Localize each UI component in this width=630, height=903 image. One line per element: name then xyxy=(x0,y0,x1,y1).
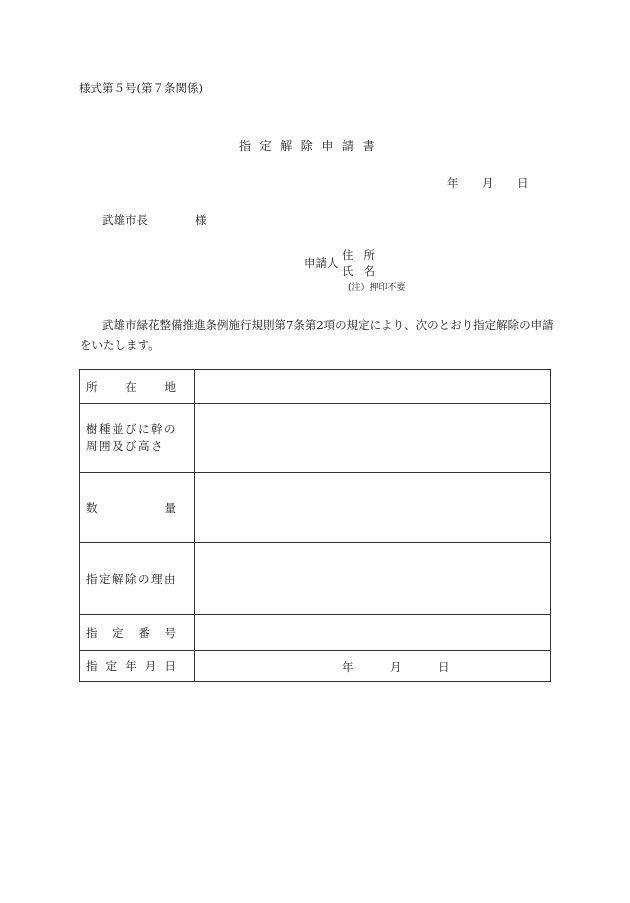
label-char: 指 xyxy=(86,625,98,640)
label-location xyxy=(80,370,195,404)
table-row-designation-number xyxy=(80,615,551,651)
date-year-label: 年 xyxy=(447,176,459,190)
designation-number-field[interactable] xyxy=(195,615,551,651)
addressee-name: 武雄市長 xyxy=(102,213,148,227)
label-char: 番 xyxy=(138,625,150,640)
table-row-reason xyxy=(80,543,551,615)
designation-date-day: 日 xyxy=(438,660,450,674)
table-row-location xyxy=(80,370,551,404)
label-reason xyxy=(80,543,195,615)
label-text: 指定解除の理由 xyxy=(86,571,177,586)
label-line: 樹種並びに幹の xyxy=(86,422,177,436)
label-char: 所 xyxy=(86,379,98,394)
applicant-name-label: 氏名 xyxy=(342,264,385,278)
designation-date-month: 月 xyxy=(390,660,402,674)
label-char: 指 xyxy=(86,659,98,673)
document-title: 指定解除申請書 xyxy=(239,139,384,153)
reason-field[interactable] xyxy=(195,543,551,615)
form-number: 様式第５号(第７条関係) xyxy=(79,81,203,95)
seal-note: (注）押印不要 xyxy=(348,283,406,293)
label-char: 定 xyxy=(105,659,118,673)
table-row-designation-date xyxy=(80,651,551,682)
label-quantity xyxy=(80,473,195,543)
label-char: 定 xyxy=(112,625,124,640)
species-size-field[interactable] xyxy=(195,404,551,473)
applicant-address-label: 住所 xyxy=(342,248,385,262)
date-day-label: 日 xyxy=(517,176,529,190)
submission-date xyxy=(447,175,529,191)
addressee-honorific: 様 xyxy=(195,213,207,227)
location-field[interactable] xyxy=(195,370,551,404)
table-row-quantity xyxy=(80,473,551,543)
designation-date-field[interactable] xyxy=(195,651,551,682)
label-char: 在 xyxy=(125,379,137,394)
label-char: 量 xyxy=(164,500,176,515)
label-designation-number xyxy=(80,615,195,651)
label-char: 年 xyxy=(125,659,137,673)
label-designation-date xyxy=(80,651,195,682)
label-line: 周囲及び高さ xyxy=(86,439,164,453)
label-species-size xyxy=(80,404,195,473)
request-statement: 武雄市緑花整備推進条例施行規則第7条第2項の規定により、次のとおり指定解除の申請をいたします。 xyxy=(80,318,554,352)
label-char: 数 xyxy=(86,500,98,515)
label-char: 地 xyxy=(164,379,176,394)
table-row-species xyxy=(80,404,551,473)
application-form-table xyxy=(79,369,551,682)
addressee xyxy=(102,212,207,228)
quantity-field[interactable] xyxy=(195,473,551,543)
applicant-label: 申請人 xyxy=(304,256,339,270)
date-month-label: 月 xyxy=(482,176,494,190)
label-char: 号 xyxy=(164,625,176,640)
label-char: 月 xyxy=(144,659,157,673)
designation-date-year: 年 xyxy=(342,660,354,674)
label-char: 日 xyxy=(164,659,176,673)
